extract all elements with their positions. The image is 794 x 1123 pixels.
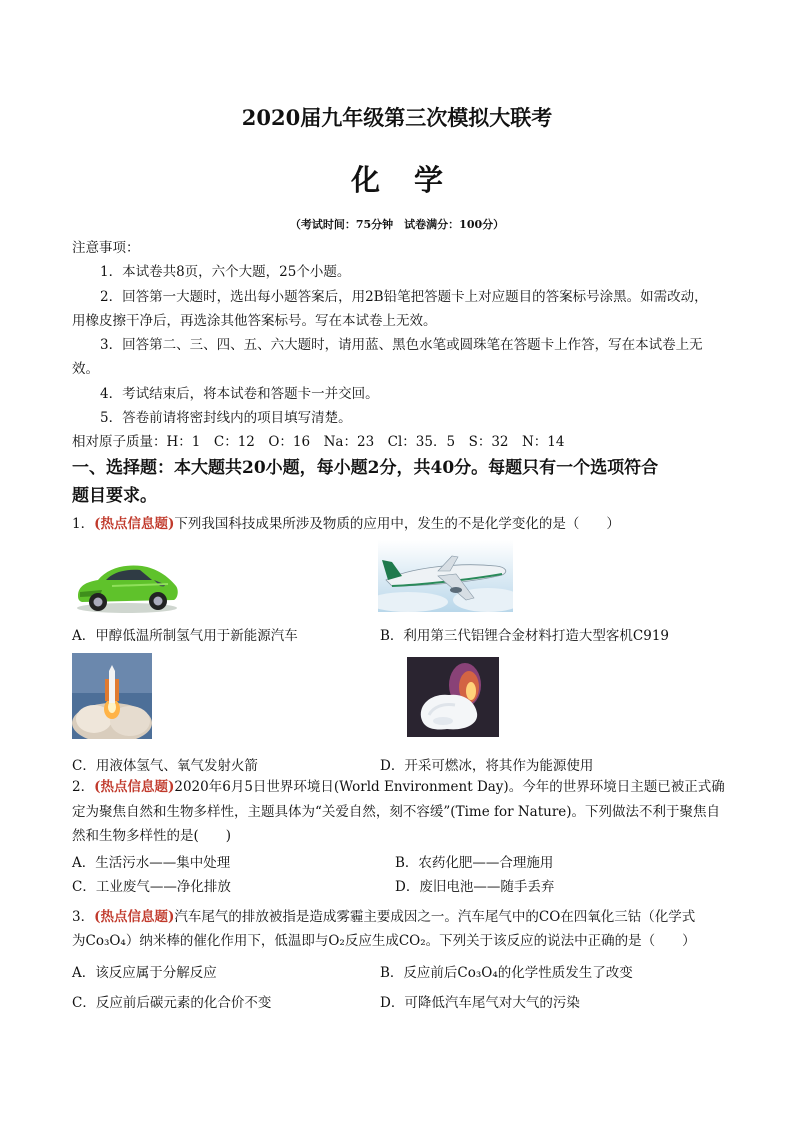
- question-2-option-c: C．工业废气——净化排放: [72, 879, 231, 895]
- question-3-option-c: C．反应前后碳元素的化合价不变: [72, 995, 272, 1011]
- question-3-option-b: B．反应前后Co₃O₄的化学性质发生了改变: [380, 965, 633, 981]
- subject-title: 化学: [350, 163, 477, 197]
- note-4: 4．考试结束后，将本试卷和答题卡一并交回。: [100, 386, 379, 402]
- question-1-option-b: B．利用第三代铝锂合金材料打造大型客机C919: [380, 628, 670, 644]
- question-1-option-a: A．甲醇低温所制氢气用于新能源汽车: [72, 628, 298, 644]
- question-text: 汽车尾气的排放被指是造成雾霾主要成因之一。汽车尾气中的CO在四氧化三钴（化学式: [174, 909, 696, 925]
- hot-topic-tag: (热点信息题): [94, 516, 175, 532]
- note-1: 1．本试卷共8页，六个大题，25个小题。: [100, 264, 351, 280]
- question-2-stem-line2: 定为聚焦自然和生物多样性，主题具体为“关爱自然，刻不容缓”(Time for Nature)。下列做法不利于聚焦自: [72, 804, 721, 820]
- section-heading-line1: 一、选择题：本大题共20小题，每小题2分，共40分。每题只有一个选项符合: [72, 458, 659, 478]
- note-2-cont: 用橡皮擦干净后，再选涂其他答案标号。写在本试卷上无效。: [72, 313, 437, 329]
- question-1-option-c: C．用液体氢气、氧气发射火箭: [72, 758, 258, 774]
- notes-heading: 注意事项：: [72, 240, 140, 256]
- atomic-mass: 相对原子质量：H：1 C：12 O：16 Na：23 Cl：35．5 S：32 N：14: [72, 434, 565, 450]
- question-text: 2020年6月5日世界环境日(World Environment Day)。今年的世界环境日主题已被正式确: [174, 779, 725, 795]
- exam-info: （考试时间：75分钟 试卷满分：100分）: [289, 218, 505, 231]
- rocket-launch-image: [72, 653, 152, 739]
- question-number: 3．: [72, 909, 95, 925]
- exam-title: 2020届九年级第三次模拟大联考: [241, 105, 553, 130]
- note-3: 3．回答第二、三、四、五、六大题时，请用蓝、黑色水笔或圆珠笔在答题卡上作答，写在本试卷上无: [100, 337, 703, 353]
- question-text: 下列我国科技成果所涉及物质的应用中，发生的不是化学变化的是（ ）: [174, 516, 620, 532]
- question-3-option-d: D．可降低汽车尾气对大气的污染: [380, 995, 580, 1011]
- question-1-stem: [72, 514, 727, 534]
- question-3-option-a: A．该反应属于分解反应: [72, 965, 217, 981]
- hot-topic-tag: (热点信息题): [94, 779, 175, 795]
- question-2-stem-line3: 然和生物多样性的是( ): [72, 828, 232, 844]
- note-3-cont: 效。: [72, 361, 99, 377]
- note-2: 2．回答第一大题时，选出每小题答案后，用2B铅笔把答题卡上对应题目的答案标号涂黑。如需改动，: [100, 289, 708, 305]
- note-5: 5．答卷前请将密封线内的项目填写清楚。: [100, 410, 352, 426]
- question-2-stem: [72, 777, 727, 797]
- question-2-option-b: B．农药化肥——合理施用: [395, 855, 554, 871]
- question-3-stem-line2: 为Co₃O₄）纳米棒的催化作用下，低温即与O₂反应生成CO₂。下列关于该反应的说法中正确的是（ ）: [72, 933, 696, 949]
- green-car-image: [72, 556, 182, 614]
- question-2-option-d: D．废旧电池——随手丢弃: [395, 879, 555, 895]
- hot-topic-tag: (热点信息题): [94, 909, 175, 925]
- question-2-option-a: A．生活污水——集中处理: [72, 855, 231, 871]
- question-1-option-d: D．开采可燃冰，将其作为能源使用: [380, 758, 594, 774]
- section-heading: [72, 454, 727, 510]
- combustible-ice-image: [407, 657, 499, 737]
- section-heading-line2: 题目要求。: [72, 486, 157, 506]
- question-3-stem: [72, 907, 727, 927]
- question-number: 2．: [72, 779, 95, 795]
- question-number: 1．: [72, 516, 95, 532]
- airplane-image: [378, 540, 513, 612]
